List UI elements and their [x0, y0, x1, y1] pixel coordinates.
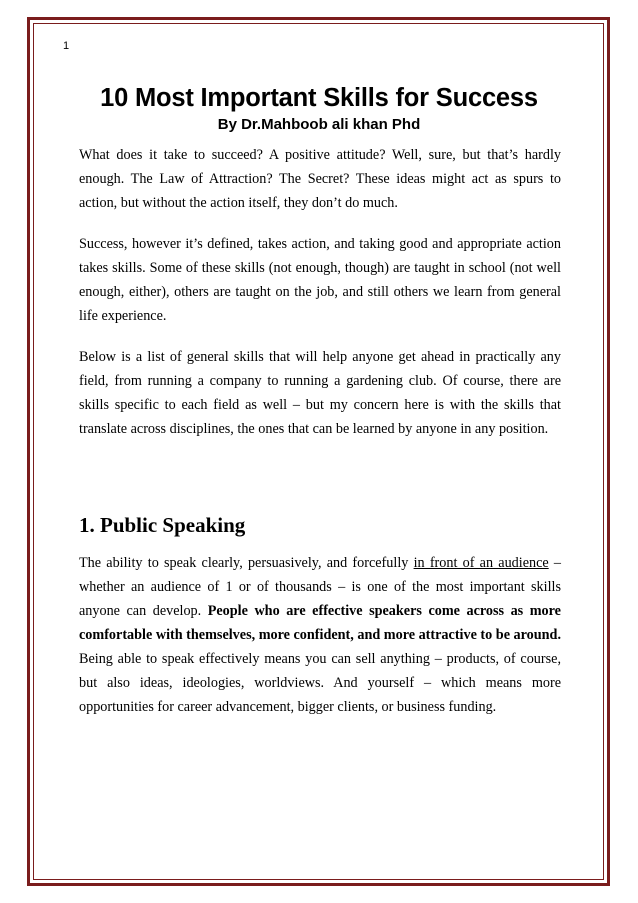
bold-text-segment: People who are effective speakers come across as more comfortable with themselves, more confident, and more attractive to be around. — [79, 603, 561, 643]
text-segment: The ability to speak clearly, persuasively, and forcefully — [79, 555, 414, 571]
paragraph-public-speaking — [79, 551, 561, 719]
document-author: By Dr.Mahboob ali khan Phd — [217, 116, 421, 133]
text-segment: Being able to speak effectively means you can sell anything – products, of course, but also ideas, ideologies, worldviews. And yourself – which means more opportunities for career advancement, bigger clients, or business funding. — [79, 651, 561, 715]
paragraph-intro: What does it take to succeed? A positive attitude? Well, sure, but that’s hardly enough. The Law of Attraction? The Secret? These ideas might act as spurs to action, but without the action itself, they don’t do much. — [79, 147, 561, 211]
paragraph-success: Success, however it’s defined, takes action, and taking good and appropriate action takes skills. Some of these skills (not enough, though) are taught in school (not well enough, either), others are taught on the job, and still others we learn from general life experience. — [79, 236, 561, 324]
page-number: 1 — [63, 40, 70, 52]
section-heading-public-speaking: 1. Public Speaking — [79, 513, 246, 537]
text-segment: – whether an audience of 1 or of thousands – is one of the most important skills anyone can develop. — [79, 555, 561, 619]
audience-link[interactable]: in front of an audience — [413, 555, 549, 571]
document-title: 10 Most Important Skills for Success — [100, 84, 538, 112]
paragraph-skills-list: Below is a list of general skills that will help anyone get ahead in practically any field, from running a company to running a gardening club. Of course, there are skills specific to each field as well – but my concern here is with the skills that translate across disciplines, the ones that can be learned by anyone in any position. — [79, 349, 561, 437]
